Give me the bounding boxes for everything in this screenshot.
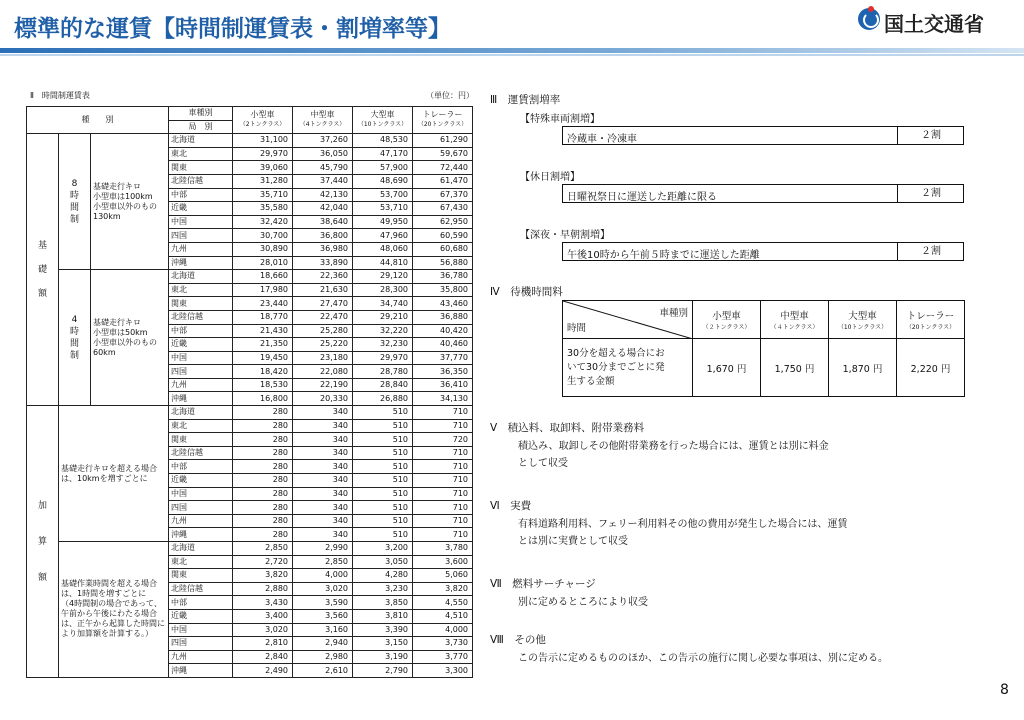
surcharge-night-head: 【深夜・早朝割増】 [520, 230, 610, 241]
rate-cell-small: 19,450 [233, 351, 293, 365]
group-description: 基礎走行キロを超える場合は、10kmを増すごとに [59, 406, 169, 542]
rate-cell-medium: 38,640 [293, 215, 353, 229]
rate-cell-trailer: 4,550 [413, 596, 473, 610]
rate-cell-large: 510 [353, 474, 413, 488]
rate-cell-trailer: 36,410 [413, 378, 473, 392]
surcharge-special-text: 冷蔵車・冷凍車 [567, 134, 637, 145]
rate-header-bureau: 局 別 [169, 120, 233, 134]
rate-cell-trailer: 3,600 [413, 555, 473, 569]
rate-cell-medium: 23,180 [293, 351, 353, 365]
rate-cell-large: 3,850 [353, 596, 413, 610]
rate-cell-trailer: 710 [413, 487, 473, 501]
rate-cell-small: 280 [233, 514, 293, 528]
region-name: 関東 [169, 161, 233, 175]
rate-cell-large: 3,810 [353, 609, 413, 623]
rate-cell-small: 3,020 [233, 623, 293, 637]
region-name: 北陸信越 [169, 582, 233, 596]
rate-cell-medium: 2,940 [293, 637, 353, 651]
region-name: 九州 [169, 514, 233, 528]
rate-cell-small: 16,800 [233, 392, 293, 406]
rate-cell-large: 34,740 [353, 297, 413, 311]
ministry-name: 国土交通省 [884, 12, 984, 36]
table-row [27, 134, 473, 148]
surcharge-holiday-head: 【休日割増】 [520, 172, 580, 183]
rate-cell-large: 510 [353, 406, 413, 420]
rate-cell-small: 18,420 [233, 365, 293, 379]
rate-cell-large: 3,190 [353, 650, 413, 664]
rate-cell-trailer: 3,770 [413, 650, 473, 664]
rate-cell-trailer: 72,440 [413, 161, 473, 175]
rate-cell-large: 44,810 [353, 256, 413, 270]
rate-cell-large: 29,970 [353, 351, 413, 365]
surcharge-night-value: ２割 [897, 243, 963, 260]
rate-cell-trailer: 60,590 [413, 229, 473, 243]
waiting-diag-header [563, 301, 693, 339]
rate-cell-large: 29,120 [353, 270, 413, 284]
region-name: 中国 [169, 623, 233, 637]
rate-cell-small: 35,710 [233, 188, 293, 202]
rate-cell-trailer: 710 [413, 460, 473, 474]
rate-cell-large: 510 [353, 460, 413, 474]
rate-cell-medium: 340 [293, 528, 353, 542]
rate-table-unit: （単位：円） [426, 91, 474, 100]
rate-cell-medium: 22,190 [293, 378, 353, 392]
rate-cell-large: 53,700 [353, 188, 413, 202]
rate-cell-medium: 36,800 [293, 229, 353, 243]
rate-cell-large: 3,150 [353, 637, 413, 651]
rate-cell-large: 48,690 [353, 174, 413, 188]
rate-table [26, 106, 473, 678]
region-name: 近畿 [169, 609, 233, 623]
rate-cell-large: 47,170 [353, 147, 413, 161]
rate-cell-trailer: 61,290 [413, 134, 473, 148]
rate-cell-small: 2,880 [233, 582, 293, 596]
region-name: 九州 [169, 378, 233, 392]
waiting-diag-bottom: 時間 [567, 323, 587, 334]
rate-cell-trailer: 40,420 [413, 324, 473, 338]
rate-cell-medium: 2,980 [293, 650, 353, 664]
rate-cell-medium: 20,330 [293, 392, 353, 406]
section-6-title: Ⅵ 実費 [490, 500, 532, 512]
rate-cell-trailer: 61,470 [413, 174, 473, 188]
rate-cell-trailer: 43,460 [413, 297, 473, 311]
group-description: 基礎走行キロ 小型車は100km 小型車以外のもの 130km [91, 134, 169, 270]
waiting-col-large: 大型車 （10トンクラス） [829, 301, 897, 339]
rate-cell-medium: 340 [293, 487, 353, 501]
region-name: 北海道 [169, 134, 233, 148]
rate-cell-trailer: 5,060 [413, 569, 473, 583]
rate-cell-trailer: 35,800 [413, 283, 473, 297]
rate-cell-medium: 340 [293, 501, 353, 515]
rate-cell-large: 32,220 [353, 324, 413, 338]
region-name: 中部 [169, 188, 233, 202]
rate-cell-small: 21,430 [233, 324, 293, 338]
rate-cell-medium: 27,470 [293, 297, 353, 311]
waiting-value-small: 1,670 円 [693, 339, 761, 397]
region-name: 中部 [169, 460, 233, 474]
rate-cell-medium: 42,130 [293, 188, 353, 202]
category-add-label: 加 算 額 [27, 406, 59, 678]
region-name: 四国 [169, 501, 233, 515]
group-description: 基礎走行キロ 小型車は50km 小型車以外のもの 60km [91, 270, 169, 406]
region-name: 九州 [169, 242, 233, 256]
rate-cell-trailer: 36,880 [413, 310, 473, 324]
waiting-fee-table [562, 300, 965, 397]
rate-cell-large: 48,060 [353, 242, 413, 256]
region-name: 中国 [169, 351, 233, 365]
waiting-diag-top: 車種別 [659, 308, 688, 319]
rate-cell-small: 35,580 [233, 202, 293, 216]
rate-cell-trailer: 710 [413, 419, 473, 433]
rate-cell-medium: 340 [293, 406, 353, 420]
rate-cell-trailer: 710 [413, 528, 473, 542]
rate-cell-medium: 36,050 [293, 147, 353, 161]
rate-cell-trailer: 710 [413, 446, 473, 460]
rate-cell-medium: 22,080 [293, 365, 353, 379]
region-name: 東北 [169, 147, 233, 161]
rate-cell-trailer: 67,430 [413, 202, 473, 216]
rate-cell-medium: 3,020 [293, 582, 353, 596]
rate-cell-trailer: 60,680 [413, 242, 473, 256]
surcharge-special-head: 【特殊車両割増】 [520, 114, 600, 125]
rate-cell-large: 510 [353, 433, 413, 447]
region-name: 東北 [169, 555, 233, 569]
waiting-col-medium: 中型車 （４トンクラス） [761, 301, 829, 339]
table-row [27, 542, 473, 556]
rate-cell-medium: 37,440 [293, 174, 353, 188]
region-name: 北海道 [169, 542, 233, 556]
region-name: 東北 [169, 283, 233, 297]
surcharge-holiday-box [562, 184, 964, 203]
section-3-title: Ⅲ 運賃割増率 [490, 94, 561, 106]
region-name: 関東 [169, 569, 233, 583]
rate-cell-large: 510 [353, 487, 413, 501]
rate-header-type: 種 別 [27, 107, 169, 134]
rate-cell-small: 21,350 [233, 338, 293, 352]
rate-cell-medium: 45,790 [293, 161, 353, 175]
rate-cell-medium: 340 [293, 460, 353, 474]
rate-cell-medium: 340 [293, 446, 353, 460]
rate-cell-trailer: 36,780 [413, 270, 473, 284]
rate-table-caption: Ⅱ 時間制運賃表 [30, 91, 90, 100]
surcharge-special-box [562, 126, 964, 145]
rate-cell-large: 2,790 [353, 664, 413, 678]
rate-cell-small: 280 [233, 406, 293, 420]
rate-cell-large: 47,960 [353, 229, 413, 243]
rate-cell-small: 29,970 [233, 147, 293, 161]
header [0, 0, 1024, 56]
rate-header-small: 小型車 （2トンクラス） [233, 107, 293, 134]
waiting-value-large: 1,870 円 [829, 339, 897, 397]
rate-cell-large: 48,530 [353, 134, 413, 148]
waiting-row-label: 30分を超える場合にお いて30分までごとに発 生する金額 [563, 339, 693, 397]
rate-cell-large: 510 [353, 501, 413, 515]
rate-cell-trailer: 710 [413, 406, 473, 420]
rate-cell-medium: 340 [293, 514, 353, 528]
page-number: 8 [1000, 682, 1009, 698]
rate-cell-large: 510 [353, 419, 413, 433]
rate-cell-medium: 37,260 [293, 134, 353, 148]
region-name: 中国 [169, 487, 233, 501]
rate-cell-small: 280 [233, 528, 293, 542]
section-8-text: この告示に定めるもののほか、この告示の施行に関し必要な事項は、別に定める。 [518, 653, 888, 664]
rate-cell-large: 28,840 [353, 378, 413, 392]
rate-cell-medium: 340 [293, 433, 353, 447]
rate-cell-medium: 25,280 [293, 324, 353, 338]
region-name: 関東 [169, 297, 233, 311]
rate-cell-small: 31,100 [233, 134, 293, 148]
rate-cell-trailer: 4,000 [413, 623, 473, 637]
rate-cell-trailer: 37,770 [413, 351, 473, 365]
region-name: 中国 [169, 215, 233, 229]
rate-cell-small: 2,850 [233, 542, 293, 556]
region-name: 沖縄 [169, 392, 233, 406]
rate-cell-trailer: 710 [413, 514, 473, 528]
rate-cell-medium: 33,890 [293, 256, 353, 270]
rate-cell-large: 510 [353, 446, 413, 460]
table-row [27, 406, 473, 420]
rate-cell-large: 28,300 [353, 283, 413, 297]
rate-cell-small: 30,700 [233, 229, 293, 243]
rate-cell-small: 18,530 [233, 378, 293, 392]
region-name: 北陸信越 [169, 446, 233, 460]
rate-cell-large: 32,230 [353, 338, 413, 352]
rate-cell-large: 510 [353, 528, 413, 542]
rate-cell-medium: 36,980 [293, 242, 353, 256]
rate-cell-large: 3,050 [353, 555, 413, 569]
surcharge-night-box [562, 242, 964, 261]
rate-cell-large: 49,950 [353, 215, 413, 229]
waiting-value-trailer: 2,220 円 [897, 339, 965, 397]
rate-cell-small: 280 [233, 460, 293, 474]
table-row [27, 270, 473, 284]
rate-cell-large: 3,390 [353, 623, 413, 637]
region-name: 九州 [169, 650, 233, 664]
surcharge-holiday-text: 日曜祝祭日に運送した距離に限る [567, 192, 717, 203]
ministry-logo-dot-icon [868, 6, 874, 12]
rate-cell-trailer: 4,510 [413, 609, 473, 623]
rate-cell-small: 28,010 [233, 256, 293, 270]
category-base-label: 基 礎 額 [27, 134, 59, 406]
rate-cell-small: 2,720 [233, 555, 293, 569]
rate-cell-small: 32,420 [233, 215, 293, 229]
hours-label: 4 時 間 制 [59, 270, 91, 406]
rate-cell-medium: 3,590 [293, 596, 353, 610]
rate-cell-small: 280 [233, 487, 293, 501]
rate-cell-trailer: 62,950 [413, 215, 473, 229]
region-name: 北陸信越 [169, 310, 233, 324]
rate-cell-trailer: 56,880 [413, 256, 473, 270]
rate-cell-medium: 25,220 [293, 338, 353, 352]
region-name: 四国 [169, 365, 233, 379]
rate-cell-small: 30,890 [233, 242, 293, 256]
surcharge-night-text: 午後10時から午前５時までに運送した距離 [567, 250, 760, 261]
surcharge-holiday-value: ２割 [897, 185, 963, 202]
rate-cell-medium: 42,040 [293, 202, 353, 216]
rate-cell-small: 3,400 [233, 609, 293, 623]
rate-cell-large: 3,230 [353, 582, 413, 596]
rate-cell-small: 2,810 [233, 637, 293, 651]
rate-header-vehicle: 車種別 [169, 107, 233, 121]
rate-cell-trailer: 3,730 [413, 637, 473, 651]
rate-cell-large: 510 [353, 514, 413, 528]
rate-cell-small: 18,770 [233, 310, 293, 324]
rate-cell-small: 2,490 [233, 664, 293, 678]
rate-cell-medium: 22,360 [293, 270, 353, 284]
region-name: 沖縄 [169, 528, 233, 542]
rate-cell-large: 53,710 [353, 202, 413, 216]
region-name: 四国 [169, 229, 233, 243]
rate-cell-small: 17,980 [233, 283, 293, 297]
region-name: 中部 [169, 596, 233, 610]
rate-cell-trailer: 3,300 [413, 664, 473, 678]
rate-cell-medium: 3,160 [293, 623, 353, 637]
region-name: 近畿 [169, 338, 233, 352]
section-5-text: 積込み、取卸しその他附帯業務を行った場合には、運賃とは別に料金 として収受 [518, 441, 829, 469]
rate-cell-large: 57,900 [353, 161, 413, 175]
waiting-col-small: 小型車 （２トンクラス） [693, 301, 761, 339]
rate-cell-small: 3,430 [233, 596, 293, 610]
rate-cell-trailer: 36,350 [413, 365, 473, 379]
rate-cell-trailer: 59,670 [413, 147, 473, 161]
section-5-title: Ⅴ 積込料、取卸料、附帯業務料 [490, 422, 645, 434]
rate-cell-medium: 21,630 [293, 283, 353, 297]
rate-cell-small: 280 [233, 501, 293, 515]
region-name: 沖縄 [169, 664, 233, 678]
rate-cell-trailer: 710 [413, 474, 473, 488]
rate-cell-medium: 340 [293, 419, 353, 433]
region-name: 東北 [169, 419, 233, 433]
rate-cell-medium: 3,560 [293, 609, 353, 623]
header-bar [0, 48, 1024, 53]
region-name: 北陸信越 [169, 174, 233, 188]
region-name: 中部 [169, 324, 233, 338]
rate-cell-large: 3,200 [353, 542, 413, 556]
rate-cell-trailer: 3,820 [413, 582, 473, 596]
surcharge-special-value: ２割 [897, 127, 963, 144]
region-name: 近畿 [169, 202, 233, 216]
rate-cell-small: 39,060 [233, 161, 293, 175]
rate-cell-small: 3,820 [233, 569, 293, 583]
rate-cell-small: 23,440 [233, 297, 293, 311]
rate-cell-small: 18,660 [233, 270, 293, 284]
header-bar-thin [0, 54, 1024, 56]
rate-cell-small: 280 [233, 446, 293, 460]
rate-cell-medium: 2,850 [293, 555, 353, 569]
rate-cell-small: 280 [233, 419, 293, 433]
region-name: 北海道 [169, 270, 233, 284]
rate-cell-trailer: 40,460 [413, 338, 473, 352]
section-7-title: Ⅶ 燃料サーチャージ [490, 578, 596, 590]
page-title: 標準的な運賃【時間制運賃表・割増率等】 [14, 16, 451, 42]
section-4-title: Ⅳ 待機時間料 [490, 286, 563, 298]
section-7-text: 別に定めるところにより収受 [518, 597, 648, 608]
section-6-text: 有料道路利用料、フェリー利用料その他の費用が発生した場合には、運賃 とは別に実費として収受 [518, 519, 848, 547]
hours-label: 8 時 間 制 [59, 134, 91, 270]
region-name: 沖縄 [169, 256, 233, 270]
rate-cell-small: 280 [233, 433, 293, 447]
region-name: 近畿 [169, 474, 233, 488]
rate-cell-large: 26,880 [353, 392, 413, 406]
rate-cell-medium: 4,000 [293, 569, 353, 583]
rate-cell-trailer: 3,780 [413, 542, 473, 556]
rate-cell-medium: 340 [293, 474, 353, 488]
rate-cell-medium: 22,470 [293, 310, 353, 324]
group-description: 基礎作業時間を超える場合は、1時間を増すごとに （4時間制の場合であって、午前から午後にわたる場合は、正午から起算した時間により加算額を計算する。） [59, 542, 169, 678]
rate-header-trailer: トレーラー （20トンクラス） [413, 107, 473, 134]
rate-cell-trailer: 720 [413, 433, 473, 447]
region-name: 四国 [169, 637, 233, 651]
rate-cell-small: 31,280 [233, 174, 293, 188]
rate-cell-medium: 2,990 [293, 542, 353, 556]
rate-header-medium: 中型車 （4トンクラス） [293, 107, 353, 134]
rate-cell-trailer: 67,370 [413, 188, 473, 202]
waiting-col-trailer: トレーラー （20トンクラス） [897, 301, 965, 339]
rate-cell-trailer: 34,130 [413, 392, 473, 406]
rate-cell-large: 4,280 [353, 569, 413, 583]
rate-cell-small: 2,840 [233, 650, 293, 664]
waiting-value-medium: 1,750 円 [761, 339, 829, 397]
section-8-title: Ⅷ その他 [490, 634, 546, 646]
rate-cell-large: 28,780 [353, 365, 413, 379]
region-name: 北海道 [169, 406, 233, 420]
rate-cell-large: 29,210 [353, 310, 413, 324]
rate-cell-medium: 2,610 [293, 664, 353, 678]
region-name: 関東 [169, 433, 233, 447]
rate-header-large: 大型車 （10トンクラス） [353, 107, 413, 134]
rate-cell-small: 280 [233, 474, 293, 488]
rate-cell-trailer: 710 [413, 501, 473, 515]
